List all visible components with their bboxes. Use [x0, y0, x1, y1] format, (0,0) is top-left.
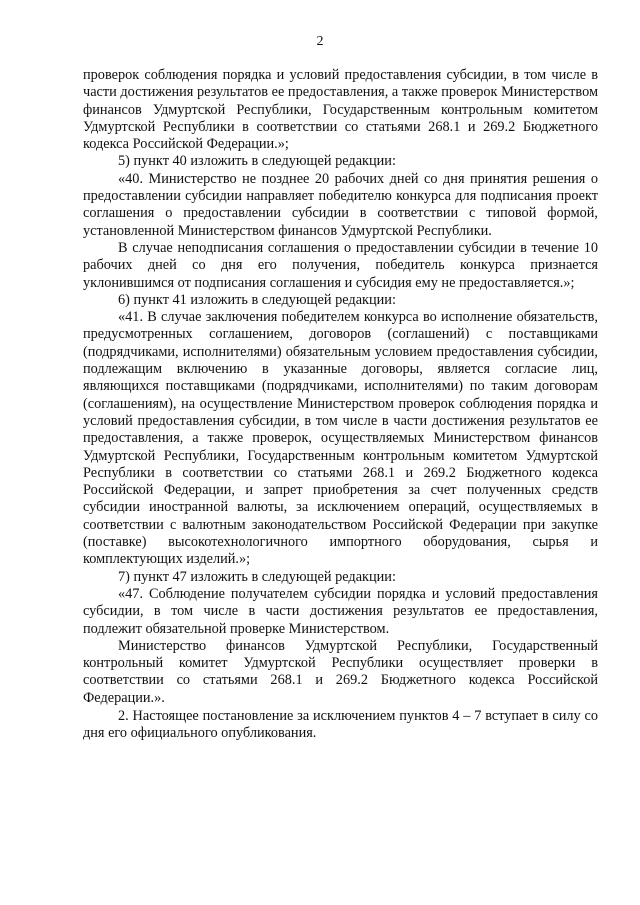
document-body — [83, 67, 598, 743]
page-number: 2 — [316, 34, 324, 49]
paragraph-clause-41: «41. В случае заключения победителем конкурса во исполнение обязательств, предусмотренных соглашением, договоров (соглашений) с поставщиками (подрядчиками, исполнителями) обязательным условием предоставления субсидии, подлежащим включению в указанные договоры, является согласие лиц, являющихся поставщиками (подрядчиками, исполнителями) по таким договорам (соглашениям), на осуществление Министерством проверок соблюдения порядка и условий предоставления субсидии, в том числе в части достижения результатов ее предоставления, а также проверок, осуществляемых Министерством финансов Удмуртской Республики, Государственным контрольным комитетом Удмуртской Республики в соответствии со статьями 268.1 и 269.2 Бюджетного кодекса Российской Федерации, и запрет приобретения за счет полученных средств субсидии иностранной валюты, за исключением операций, осуществляемых в соответствии с валютным законодательством Российской Федерации при закупке (поставке) высокотехнологичного импортного оборудования, сырья и комплектующих изделий.»; — [83, 309, 598, 568]
paragraph-item-6: 6) пункт 41 изложить в следующей редакции: — [118, 291, 396, 308]
paragraph-clause-47: «47. Соблюдение получателем субсидии порядка и условий предоставления субсидии, в том числе в части достижения результатов ее предоставления, подлежит обязательной проверке Министерством. — [83, 585, 598, 637]
paragraph-clause-47-ministry: Министерство финансов Удмуртской Республики, Государственный контрольный комитет Удмуртской Республики осуществляет проверки в соответствии со статьями 268.1 и 269.2 Бюджетного кодекса Российской Федерации.». — [83, 637, 598, 706]
paragraph-clause-40-non-signing: В случае неподписания соглашения о предоставлении субсидии в течение 10 рабочих дней со дня его получения, победитель конкурса признается уклонившимся от подписания соглашения и субсидия ему не предоставляется.»; — [83, 239, 598, 291]
paragraph-item-7: 7) пункт 47 изложить в следующей редакции: — [118, 568, 396, 585]
paragraph-effective-date: 2. Настоящее постановление за исключением пунктов 4 – 7 вступает в силу со дня его официального опубликования. — [83, 707, 598, 742]
paragraph-item-5: 5) пункт 40 изложить в следующей редакции: — [118, 153, 396, 170]
paragraph-continuation: проверок соблюдения порядка и условий предоставления субсидии, в том числе в части достижения результатов ее предоставления, а также проверок Министерством финансов Удмуртской Республики, Государственным контрольным комитетом Удмуртской Республики в соответствии со статьями 268.1 и 269.2 Бюджетного кодекса Российской Федерации.»; — [83, 67, 598, 153]
paragraph-clause-40: «40. Министерство не позднее 20 рабочих дней со дня принятия решения о предоставлении субсидии направляет победителю конкурса для подписания проект соглашения о предоставлении субсидии в соответствии с типовой формой, установленной Министерством финансов Удмуртской Республики. — [83, 170, 598, 239]
